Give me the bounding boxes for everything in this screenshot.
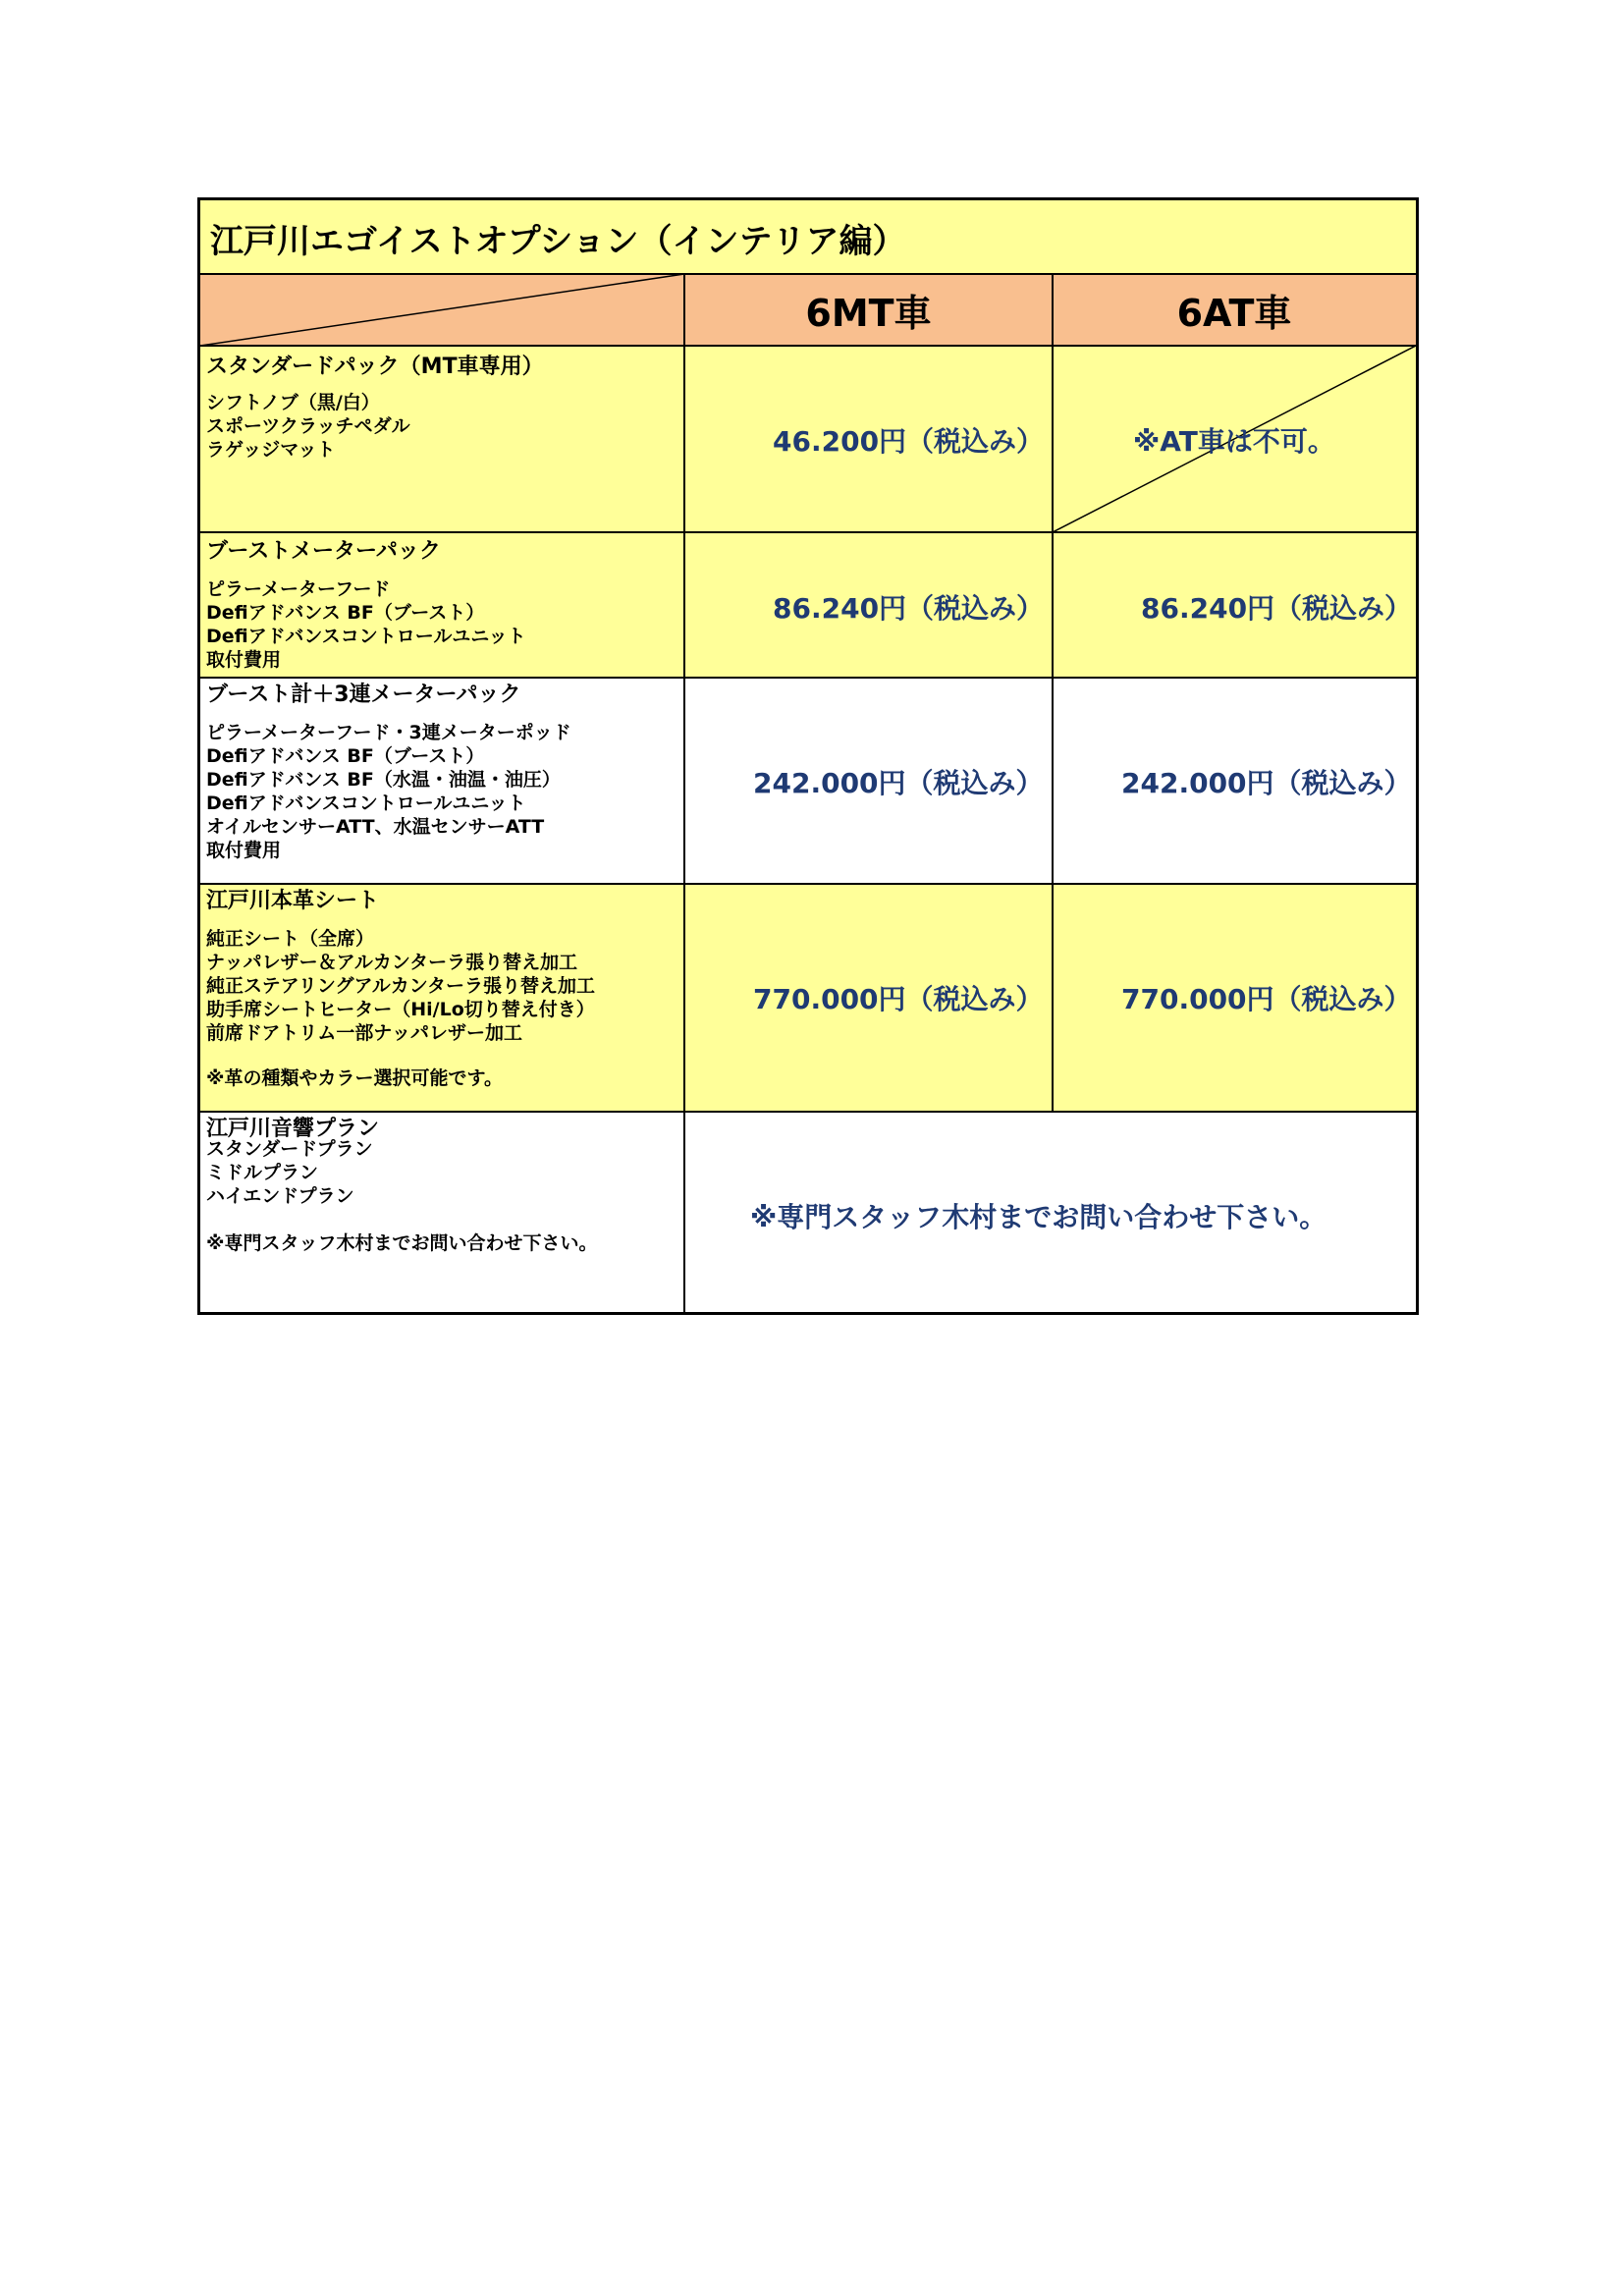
list-item: Defiアドバンス BF（ブースト） xyxy=(206,745,485,767)
grid-line xyxy=(200,677,1416,679)
price-6mt: 46.200円（税込み） xyxy=(773,425,1045,458)
grid-line xyxy=(200,273,1416,275)
list-item: 純正シート（全席） xyxy=(206,928,375,950)
table-title: 江戸川エゴイストオプション（インテリア編） xyxy=(210,222,906,261)
list-item: ハイエンドプラン xyxy=(206,1185,354,1207)
row-name: ブーストメーターパック xyxy=(206,539,441,564)
row-items xyxy=(206,721,571,862)
grid-line xyxy=(683,274,685,1312)
list-item: 純正ステアリングアルカンターラ張り替え加工 xyxy=(206,975,595,997)
row-note: ※革の種類やカラー選択可能です。 xyxy=(206,1067,503,1089)
grid-line xyxy=(200,531,1416,533)
contact-staff-note: ※専門スタッフ木村までお問い合わせ下さい。 xyxy=(750,1201,1327,1233)
list-item: スタンダードプラン xyxy=(206,1138,373,1160)
list-item: Defiアドバンスコントロールユニット xyxy=(206,793,526,814)
list-item: 取付費用 xyxy=(206,840,282,861)
header-corner-cell xyxy=(200,274,684,346)
row-leather-seat xyxy=(200,884,1416,1112)
price-6at: 86.240円（税込み） xyxy=(1141,592,1413,625)
options-table xyxy=(197,197,1419,1315)
list-item: Defiアドバンス BF（ブースト） xyxy=(206,602,485,624)
price-6mt: 242.000円（税込み） xyxy=(753,767,1044,799)
list-item: シフトノブ（黒/白） xyxy=(206,392,380,413)
row-audio-plan xyxy=(200,1112,1416,1312)
list-item: Defiアドバンス BF（水温・油温・油圧） xyxy=(206,769,561,791)
price-6mt: 770.000円（税込み） xyxy=(753,983,1044,1015)
price-6at: 770.000円（税込み） xyxy=(1121,983,1412,1015)
grid-line xyxy=(200,1111,1416,1113)
row-note: ※専門スタッフ木村までお問い合わせ下さい。 xyxy=(206,1232,598,1254)
header-6mt: 6MT車 xyxy=(684,274,1053,346)
header-6at: 6AT車 xyxy=(1053,274,1416,346)
list-item: ミドルプラン xyxy=(206,1162,319,1183)
list-item: スポーツクラッチペダル xyxy=(206,415,410,437)
price-6at: 242.000円（税込み） xyxy=(1121,767,1412,799)
at-not-available-note: ※AT車は不可。 xyxy=(1133,425,1335,458)
table-title-row xyxy=(200,200,1416,274)
list-item: ナッパレザー＆アルカンターラ張り替え加工 xyxy=(206,952,578,973)
list-item: 取付費用 xyxy=(206,649,282,671)
grid-line xyxy=(200,883,1416,885)
list-item: ラゲッジマット xyxy=(206,439,336,461)
list-item: ピラーメーターフード xyxy=(206,578,391,600)
list-item: Defiアドバンスコントロールユニット xyxy=(206,626,526,647)
list-item: オイルセンサーATT、水温センサーATT xyxy=(206,816,545,838)
row-boost-3-meter-pack xyxy=(200,678,1416,884)
row-name: 江戸川本革シート xyxy=(206,889,380,913)
price-6mt: 86.240円（税込み） xyxy=(773,592,1045,625)
header-diagonal-line xyxy=(200,274,684,346)
row-standard-pack xyxy=(200,346,1416,532)
row-name: ブースト計＋3連メーターパック xyxy=(206,683,521,707)
row-items xyxy=(206,927,595,1045)
row-name: 江戸川音響プラン xyxy=(206,1117,380,1141)
list-item: 助手席シートヒーター（Hi/Lo切り替え付き） xyxy=(206,999,595,1020)
list-item: ピラーメーターフード・3連メーターポッド xyxy=(206,722,571,743)
grid-line xyxy=(1052,274,1054,1112)
row-boost-meter-pack xyxy=(200,532,1416,678)
row-items xyxy=(206,391,410,462)
row-items xyxy=(206,577,526,672)
list-item: 前席ドアトリム一部ナッパレザー加工 xyxy=(206,1022,523,1044)
grid-line xyxy=(200,345,1416,347)
row-name: スタンダードパック（MT車専用） xyxy=(206,355,544,379)
row-items xyxy=(206,1137,373,1208)
